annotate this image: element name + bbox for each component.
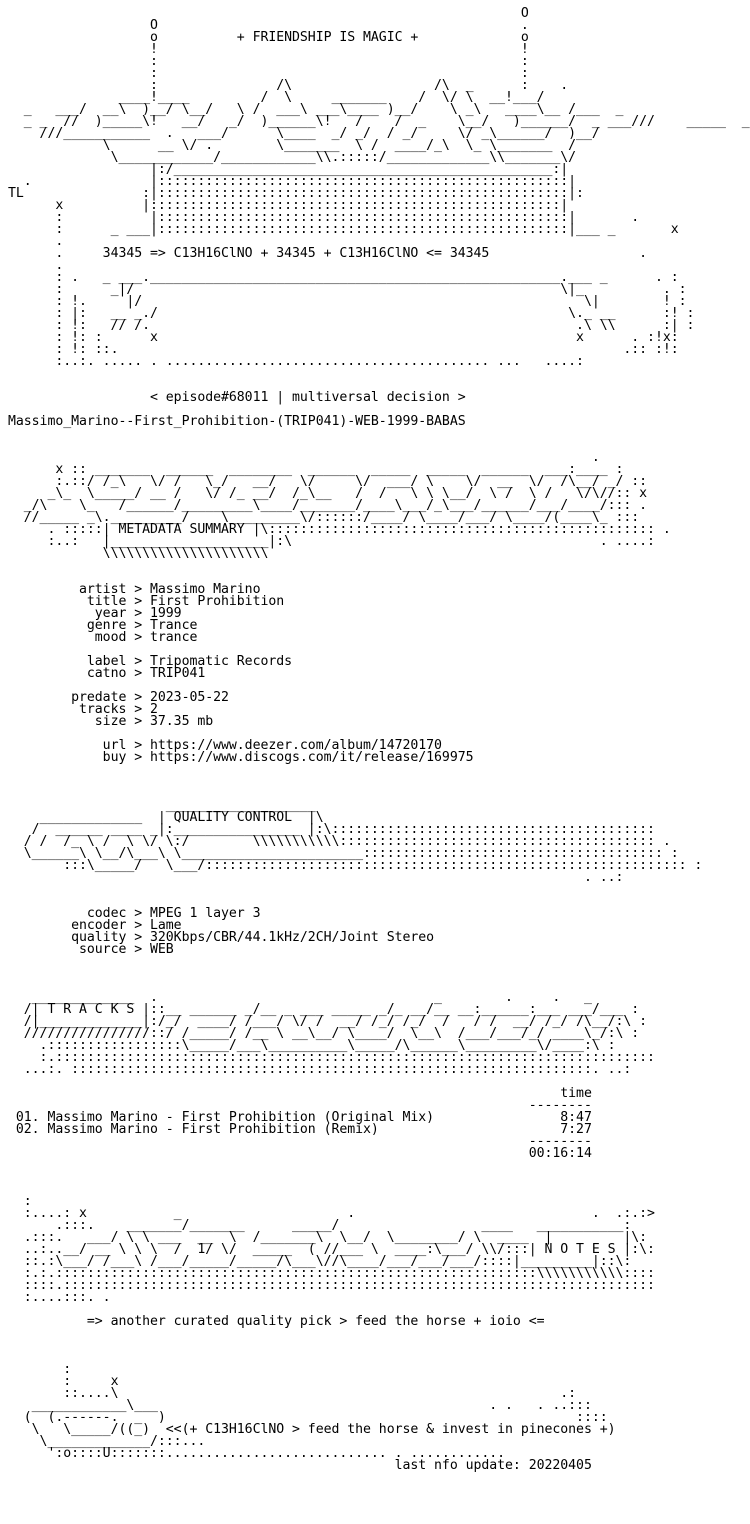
tracks-time-rule: --------	[8, 1098, 592, 1113]
header-art: O O . o + FRIENDSHIP IS MAGIC + o ! ! : : : : : /\ /\ _ : . ____!____ / \ _______ / \/ \ __!___/ _ ___/ __\ )__/ \__/ \ / ___\ ___\____ )__/ \ _\ ____\__ /___ _ _ _ // )_____\! __/ _/ )______\! / / _ \__/ )______/ _ ___/// _____ _ ///___________ . ___/ \____ _/ _/ / _/ \/ _\______/ )__/ \ __ \/ . \_______ \ / ____/_\ \_ \_______ / \____________/____________\\.:::::/_____________\\_______\/ |:/________________________________________________:| . |::::::::::::::::::::::::::::::::::::::::::::::::::::| TL :|::::::::::::::::::::::::::::::::::::::::::::::::::::|: x |::::::::::::::::::::::::::::::::::::::::::::::::::::| : |::::::::::::::::::::::::::::::::::::::::::::::::::::| . : _ ___|::::::::::::::::::::::::::::::::::::::::::::::::::::|___ _ x . . 34345 => C13H16ClNO + 34345 + C13H16ClNO <= 34345 . . : . _ ___.____________________________________________________.___ _ . : : _|/ \|_ . : : !. |/ \| ! : : |: __ _./ \._ __ :! : : !: // /. .\ \\ :| : : !: : x x . :!x: : !: ::. .:: :!: :..:. ..... . ......................................... ... ....:	[8, 6, 750, 369]
episode-line: < episode#68011 | multiversal decision >	[8, 390, 466, 405]
metadata-summary-banner: . x :: _______ ______ ________ ______ _____ _____ ______ ___:____ : :.::/ /_\ \/ / \_/ __/ \/ \/ ___/ \ \/ __ \/ /\__/ _/ :: _\_ \_____/ __ / \/ /_ __/ /_\__ / / \ \ \__/ \ / \ / \/\//:: x _/\ \_ /______/_________\____/_______/____\___/_\___/______/___/____/::: . //_____ _\._________/ \_________\/::::::/____/ \____/___/ \____/(____\_ ::: . :::::| METADATA SUMMARY |\::::::::::::::::::::::::::::::::::::::::::::::::: . :..: |____________________|:\ . ....: \\\\\\\\\\\\\\\\\\\\\	[23, 450, 671, 561]
track-row-2: 02. Massimo Marino - First Prohibition (Remix) 7:27	[8, 1122, 592, 1137]
quality-control-banner: ___________________ _____________ | QUALITY CONTROL |\ / ______ ____ _|:________________ |:\::::::::::::::::::::::::::::::::::::::::: / / /_ \ / \ \/ \:/ \\\\\\\\\\\:::::::::::::::::::::::::::::::::::::::: . \______\ \__/\___\ \_______________________:::::::::::::::::::::::::::::::::::::: : :::\_____/ \___/::::::::::::::::::::::::::::::::::::::::::::::::::::::::::::: : . ..:	[23, 798, 703, 885]
quality-list: codec > MPEG 1 layer 3 encoder > Lame quality > 320Kbps/CBR/44.1kHz/2CH/Joint Stereo source > WEB	[71, 906, 435, 957]
metadata-list: artist > Massimo Marino title > First Prohibition year > 1999 genre > Trance mood > trance label > Tripomatic Records catno > TRIP041 predate > 2023-05-22 tracks > 2 size > 37.35 mb url > https://www.deezer.com/album/14720170 buy > https://www.discogs.com/it/release/169975	[71, 582, 474, 765]
track-row-1: 01. Massimo Marino - First Prohibition (Original Mix) 8:47	[8, 1110, 592, 1125]
tracks-banner: _____________ . _ . . _ /| T R A C K S |::__ ______ _/__ _ ___ _____ _/_ __/__ __:______:___ ___/___ : /|_____________|:/_/ ____/ /___/ \/ / __/ /_/ /_/ / / / __/ /_/ /\__/:\ : ////////////////::/ /_____/ /__ \ __\__/ \____/ \__\ /___/___/_/ ____\_/:\ : .:::::::::::::::::\_____/___\__________\_____/\______\_________\/____:\ : :.:::::::::::::::::::::::::::::::::::::::::::::::::::::::::::::::::::::::::::: ...:. ::::::::::::::::::::::::::::::::::::::::::::::::::::::::::::::::::. ..:	[23, 990, 655, 1077]
release-name: Massimo_Marino--First_Prohibition-(TRIP041)-WEB-1999-BABAS	[8, 414, 466, 429]
footer-art: : : x ::....\ .: ____________\___ . . . ..::: ( (.------. _ ) :::: \ \_____/((_) <<(+ C13H16ClNO > feed the horse & invest in pinecones +) \_____________/:::... ':o::::U:::::::............................ . ............	[23, 1362, 616, 1461]
tracks-total-rule: --------	[8, 1134, 592, 1149]
tracks-time-header: time	[8, 1086, 592, 1101]
nfo-document	[8, 8, 750, 1472]
last-update: last nfo update: 20220405	[8, 1458, 592, 1473]
tracks-total: 00:16:14	[8, 1146, 592, 1161]
notes-text: => another curated quality pick > feed the horse + ioio <=	[8, 1314, 545, 1329]
notes-banner: : :....: x _ . . .:.:> .:::. _______/_______ _____/ ____ ___________: .:::. ___/ \ \ ___ __ \ /_______\ \__/ \________/ \ ____ | |\: ..:..__/ __ \ \ \ / 1/ \/ _____ ( //___ \ ____:\___/ \\/:::| N O T E S |:\: ::.:\___/ /___\ /___/_____/_____/\___\//\____/___/___/___/::::|_________|::\: :.:.:::::::::::::::::::::::::::::::::::::::::::::::::::::::::::::\\\\\\\\\\\:::: ::::.::::::::::::::::::::::::::::::::::::::::::::::::::::::::::::::::::::::::::: :....:::. .	[23, 1194, 655, 1305]
